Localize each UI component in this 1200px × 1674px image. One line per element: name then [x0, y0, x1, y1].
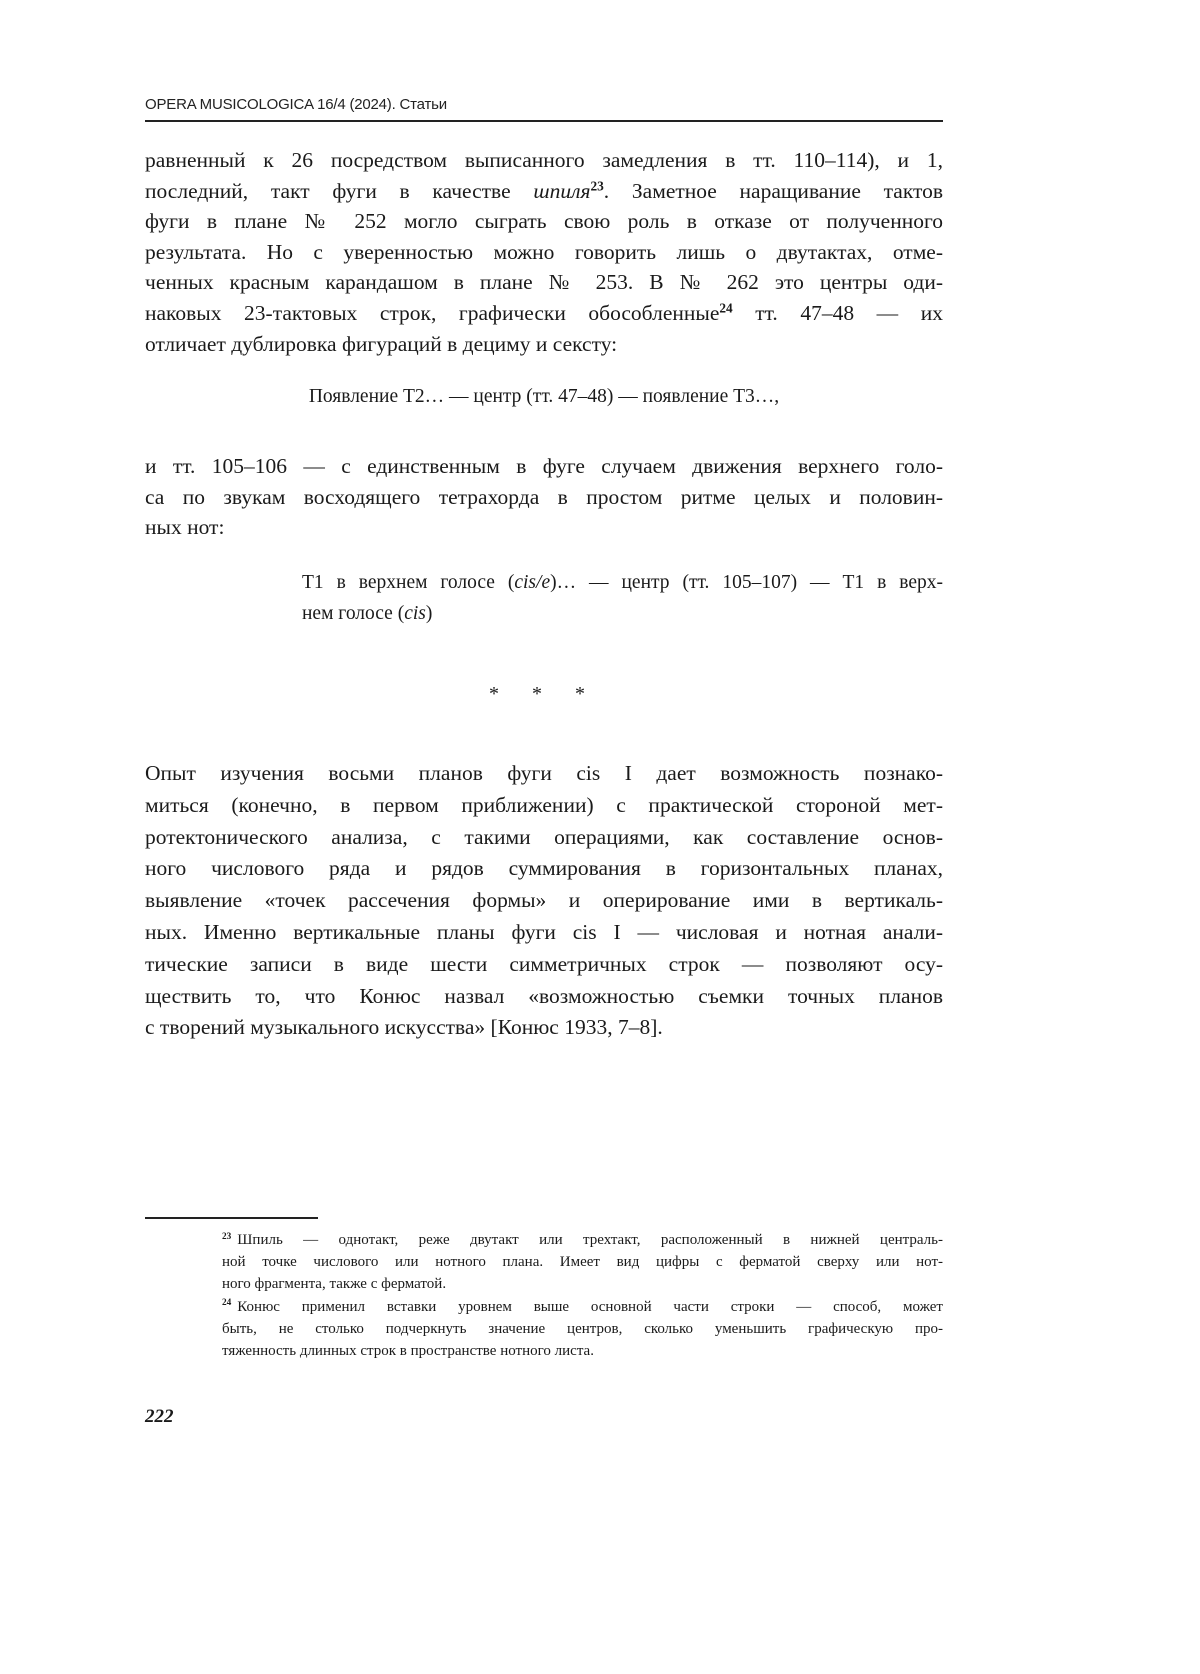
text-segment: быть, не столько подчеркнуть значение центров, сколько уменьшить графическую про- — [222, 1321, 943, 1337]
text-segment: тические записи в виде шести симметричных строк — позволяют осу- — [145, 952, 943, 976]
text-line — [145, 758, 943, 790]
page-number: 222 — [145, 1406, 174, 1428]
text-line — [145, 853, 943, 885]
text-line — [302, 568, 943, 599]
text-line — [145, 145, 943, 176]
text-line — [145, 267, 943, 298]
running-header: OPERA MUSICOLOGICA 16/4 (2024). Статьи — [145, 96, 447, 113]
text-segment: . Заметное наращивание тактов — [604, 179, 943, 203]
text-line — [145, 822, 943, 854]
italic-text: шпиля — [533, 179, 590, 203]
text-segment: са по звукам восходящего тетрахорда в простом ритме целых и половин- — [145, 485, 943, 509]
text-line — [145, 298, 943, 329]
footnote-reference: 24 — [719, 301, 732, 316]
text-line — [145, 981, 943, 1013]
text-line — [145, 451, 943, 482]
text-line — [145, 329, 943, 360]
formula-1 — [145, 386, 943, 408]
text-line — [222, 1318, 943, 1340]
footnote-rule — [145, 1217, 318, 1219]
text-line — [145, 206, 943, 237]
text-line — [302, 599, 943, 630]
text-segment: выявление «точек рассечения формы» и оперирование ими в вертикаль- — [145, 888, 943, 912]
text-line — [222, 1296, 943, 1318]
formula-2 — [302, 568, 943, 629]
section-separator: * * * — [145, 683, 943, 706]
text-segment: ченных красным карандашом в плане № 253. В № 262 это центры оди- — [145, 270, 943, 294]
footnotes — [222, 1229, 943, 1362]
text-line — [145, 482, 943, 513]
text-segment: ных нот: — [145, 515, 224, 539]
text-line — [145, 885, 943, 917]
paragraph-1 — [145, 145, 943, 359]
italic-text: cis/e — [514, 572, 550, 593]
text-segment: Шпиль — однотакт, реже двутакт или трехтакт, расположенный в нижней централь- — [237, 1232, 943, 1248]
text-line — [145, 917, 943, 949]
text-segment: ществить то, что Конюс назвал «возможностью съемки точных планов — [145, 984, 943, 1008]
text-segment: последний, такт фуги в качестве — [145, 179, 533, 203]
text-segment: Опыт изучения восьми планов фуги cis I дает возможность познако- — [145, 761, 943, 785]
text-line — [222, 1229, 943, 1251]
text-segment: и тт. 105–106 — с единственным в фуге случаем движения верхнего голо- — [145, 454, 943, 478]
text-segment: ных. Именно вертикальные планы фуги cis I — числовая и нотная анали- — [145, 920, 943, 944]
text-segment: Конюс применил вставки уровнем выше основной части строки — способ, может — [237, 1299, 943, 1315]
text-segment: наковых 23-тактовых строк, графически обособленные — [145, 301, 719, 325]
paragraph-3 — [145, 758, 943, 1044]
text-line — [145, 949, 943, 981]
text-segment: ) — [426, 603, 433, 624]
footnote-reference: 23 — [590, 178, 603, 193]
text-line — [145, 1012, 943, 1044]
paragraph-2 — [145, 451, 943, 543]
text-segment: Т1 в верхнем голосе ( — [302, 572, 514, 593]
text-segment: отличает дублировка фигураций в дециму и сексту: — [145, 332, 617, 356]
text-segment: миться (конечно, в первом приближении) с практической стороной мет- — [145, 793, 943, 817]
header-rule — [145, 120, 943, 122]
text-segment: с творений музыкального искусства» [Конюс 1933, 7–8]. — [145, 1015, 663, 1039]
italic-text: cis — [404, 603, 426, 624]
text-line — [222, 1340, 943, 1362]
text-segment: равненный к 26 посредством выписанного замедления в тт. 110–114), и 1, — [145, 148, 943, 172]
footnote-reference: 24 — [222, 1298, 231, 1308]
text-line — [145, 237, 943, 268]
text-line — [222, 1251, 943, 1273]
text-segment: ротектонического анализа, с такими операциями, как составление основ- — [145, 825, 943, 849]
text-segment: ной точке числового или нотного плана. Имеет вид цифры с ферматой сверху или нот- — [222, 1254, 943, 1270]
text-line — [145, 790, 943, 822]
text-segment: результата. Но с уверенностью можно говорить лишь о двутактах, отме- — [145, 240, 943, 264]
text-line — [145, 176, 943, 207]
text-line — [145, 386, 943, 408]
text-segment: фуги в плане № 252 могло сыграть свою роль в отказе от полученного — [145, 209, 943, 233]
text-segment: нем голосе ( — [302, 603, 404, 624]
footnote-reference: 23 — [222, 1232, 231, 1242]
text-segment: )… — центр (тт. 105–107) — Т1 в верх- — [550, 572, 943, 593]
text-line — [222, 1273, 943, 1295]
text-segment: ного фрагмента, также с ферматой. — [222, 1276, 446, 1292]
text-line — [145, 512, 943, 543]
text-segment: ного числового ряда и рядов суммирования в горизонтальных планах, — [145, 856, 943, 880]
text-segment: тяженность длинных строк в пространстве нотного листа. — [222, 1343, 594, 1359]
text-segment: тт. 47–48 — их — [733, 301, 943, 325]
text-segment: Появление Т2… — центр (тт. 47–48) — появление Т3…, — [309, 386, 779, 407]
